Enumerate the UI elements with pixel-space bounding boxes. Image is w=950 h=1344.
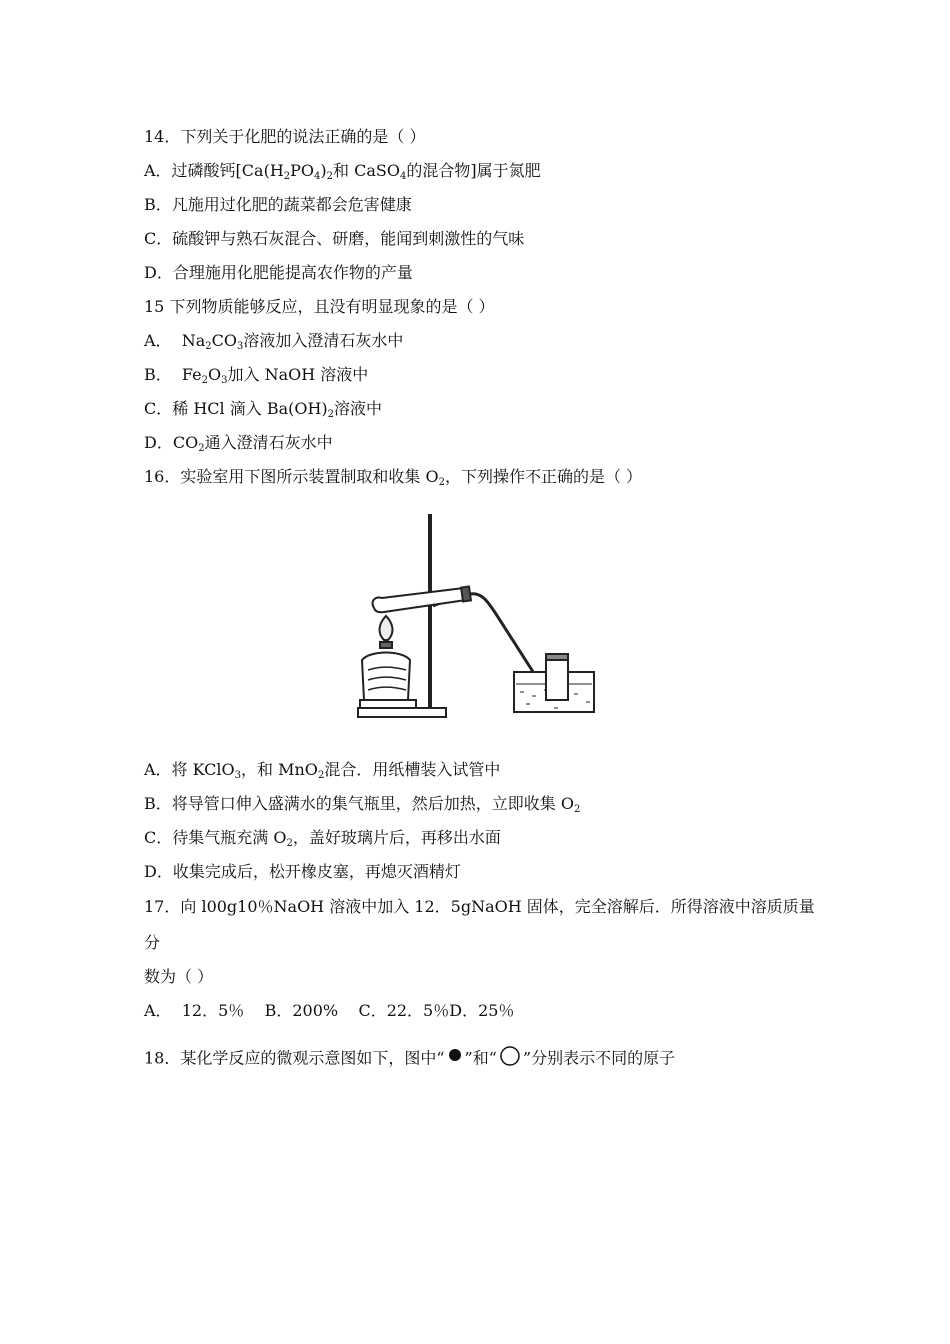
stand-base xyxy=(358,708,446,717)
q15-stem: 15 下列物质能够反应，且没有明显现象的是（ ） xyxy=(144,297,495,316)
oxygen-apparatus-figure xyxy=(350,510,602,724)
q16-stem: 16．实验室用下图所示装置制取和收集 $O_2$，下列操作不正确的是（ ） xyxy=(144,467,643,488)
flame xyxy=(380,616,393,640)
collecting-bottle xyxy=(546,656,568,700)
q17-stem-continued: 分 xyxy=(144,933,161,952)
q14-option-a: A．过磷酸钙[$Ca(H_2PO_4)_2$和 CaSO$_4$的混合物]属于氮肥 xyxy=(144,161,541,182)
q15-option-b: B． $Fe_2O_3$加入 NaOH 溶液中 xyxy=(144,365,369,386)
white-atom-icon xyxy=(497,1046,523,1072)
q16-option-d: D．收集完成后，松开橡皮塞，再熄灭酒精灯 xyxy=(144,862,461,881)
q14-option-c: C．硫酸钾与熟石灰混合、研磨，能闻到刺激性的气味 xyxy=(144,229,525,248)
q16-option-c: C．待集气瓶充满 $O_2$，盖好玻璃片后，再移出水面 xyxy=(144,828,501,849)
q18-stem: 18．某化学反应的微观示意图如下，图中“ ”和“ ”分别表示不同的原子 xyxy=(144,1046,675,1072)
q15-option-c: C．稀 HCl 滴入 $Ba(OH)_2$溶液中 xyxy=(144,399,383,420)
q17-options: A． 12．5％ B．200% C．22．5％D．25％ xyxy=(144,1001,515,1020)
q15-option-a: A． $Na_2CO_3$溶液加入澄清石灰水中 xyxy=(144,331,404,352)
stopper xyxy=(461,587,471,602)
test-tube xyxy=(373,588,466,612)
lamp-cap xyxy=(380,642,392,648)
black-atom-icon xyxy=(445,1048,465,1070)
q17-stem-end: 数为（ ） xyxy=(144,967,214,986)
q14-stem: 14．下列关于化肥的说法正确的是（ ） xyxy=(144,127,426,146)
alcohol-lamp xyxy=(362,653,410,701)
lamp-block xyxy=(360,700,416,708)
q15-option-d: D．$CO_2$通入澄清石灰水中 xyxy=(144,433,333,454)
q14-option-d: D．合理施用化肥能提高农作物的产量 xyxy=(144,263,413,282)
q17-stem: 17．向 l00g10％NaOH 溶液中加入 12．5gNaOH 固体，完全溶解后．所得溶液中溶质质量 xyxy=(144,897,815,916)
q16-option-a: A．将 KClO$_3$，和 MnO$_2$混合．用纸槽装入试管中 xyxy=(144,760,501,781)
q14-option-b: B．凡施用过化肥的蔬菜都会危害健康 xyxy=(144,195,412,214)
q16-option-b: B．将导管口伸入盛满水的集气瓶里，然后加热，立即收集 $O_2$ xyxy=(144,794,581,815)
